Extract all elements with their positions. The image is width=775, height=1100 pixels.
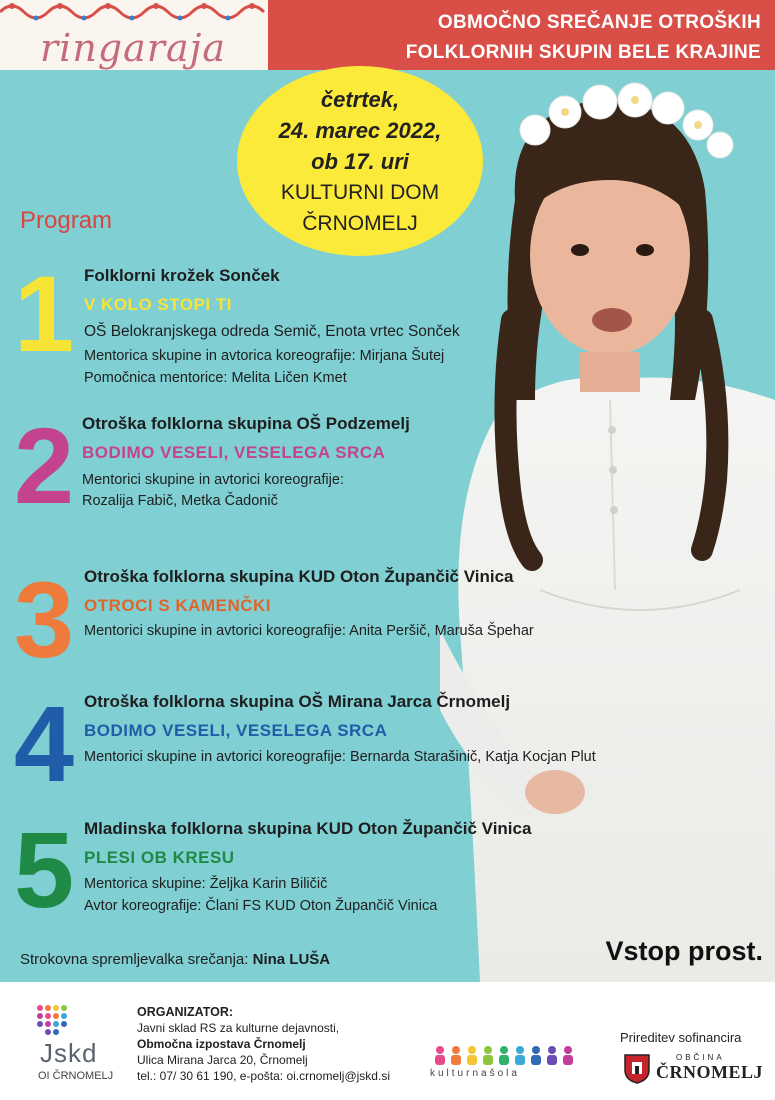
program-number: 4 — [14, 683, 75, 804]
program-number: 2 — [14, 405, 75, 526]
organizer-info — [137, 1004, 390, 1084]
event-date: 24. marec 2022, — [278, 118, 442, 143]
organizer-title: ORGANIZATOR: — [137, 1005, 234, 1019]
obcina-crest-icon — [624, 1054, 650, 1084]
program-number: 1 — [14, 253, 75, 374]
free-entry-note: Vstop prost. — [605, 936, 763, 966]
program-group: Mladinska folklorna skupina KUD Oton Župančič Vinica — [84, 819, 532, 838]
obcina-name: ČRNOMELJ — [656, 1062, 763, 1082]
curator-line — [20, 951, 330, 968]
brand-header — [0, 0, 268, 70]
event-title-banner — [268, 0, 775, 70]
program-number: 5 — [14, 809, 75, 930]
program-piece: BODIMO VESELI, VESELEGA SRCA — [82, 443, 386, 462]
program-line: Mentorica skupine in avtorica koreografije: Mirjana Šutej — [84, 348, 445, 364]
program-piece: BODIMO VESELI, VESELEGA SRCA — [84, 721, 388, 740]
organizer-contact: tel.: 07/ 30 61 190, e-pošta: oi.crnomelj@jskd.si — [137, 1069, 390, 1083]
kulturna-sola-text: kulturnašola — [430, 1068, 520, 1079]
program-line: Mentorica skupine: Željka Karin Biličič — [84, 876, 328, 892]
event-date-block — [237, 84, 483, 239]
program-piece: OTROCI S KAMENČKI — [84, 596, 271, 615]
event-day: četrtek, — [320, 87, 400, 112]
program-line: Mentorici skupine in avtorici koreografije: Anita Peršič, Maruša Špehar — [84, 623, 534, 639]
program-group: Folklorni krožek Sonček — [84, 266, 280, 285]
event-title-line-2: FOLKLORNIH SKUPIN BELE KRAJINE — [405, 42, 761, 63]
jskd-dots-icon — [34, 1002, 74, 1038]
program-group: Otroška folklorna skupina KUD Oton Župančič Vinica — [84, 567, 514, 586]
program-line: Mentorici skupine in avtorici koreografije: Bernarda Starašinič, Katja Kocjan Plut — [84, 749, 596, 765]
event-time: ob 17. uri — [311, 149, 409, 174]
footer — [0, 982, 775, 1100]
jskd-wordmark: Jskd — [40, 1038, 98, 1068]
event-venue-line-2: ČRNOMELJ — [302, 212, 418, 235]
program-title: Program — [20, 207, 113, 234]
program-piece: V KOLO STOPI TI — [84, 295, 232, 314]
program-line: Rozalija Fabič, Metka Čadonič — [82, 493, 278, 509]
brand-logo-text: ringaraja — [40, 26, 227, 70]
program-number: 3 — [14, 559, 75, 680]
program-group: Otroška folklorna skupina OŠ Mirana Jarca Črnomelj — [84, 692, 511, 711]
jskd-logo — [28, 1002, 118, 1082]
program-line: OŠ Belokranjskega odreda Semič, Enota vrtec Sonček — [84, 323, 460, 340]
obcina-label: OBČINA — [676, 1053, 725, 1062]
curator-label: Strokovna spremljevalka srečanja: — [20, 951, 249, 968]
event-title-line-1: OBMOČNO SREČANJE OTROŠKIH — [437, 12, 761, 33]
organizer-line: Javni sklad RS za kulturne dejavnosti, — [137, 1021, 340, 1035]
cofinance-label: Prireditev sofinancira — [620, 1030, 742, 1045]
folk-ornament-decoration — [0, 0, 268, 24]
organizer-line: Območna izpostava Črnomelj — [137, 1037, 306, 1051]
event-venue-line-1: KULTURNI DOM — [280, 181, 440, 204]
organizer-address: Ulica Mirana Jarca 20, Črnomelj — [137, 1053, 308, 1067]
curator-name: Nina LUŠA — [252, 951, 331, 968]
program-group: Otroška folklorna skupina OŠ Podzemelj — [82, 414, 410, 433]
program-piece: PLESI OB KRESU — [84, 848, 235, 867]
program-line: Mentorici skupine in avtorici koreografije: — [82, 472, 344, 488]
program-line: Pomočnica mentorice: Melita Ličen Kmet — [84, 370, 347, 386]
girl-photo — [440, 70, 775, 982]
jskd-branch: OI ČRNOMELJ — [38, 1070, 114, 1082]
program-line: Avtor koreografije: Člani FS KUD Oton Župančič Vinica — [84, 898, 438, 914]
